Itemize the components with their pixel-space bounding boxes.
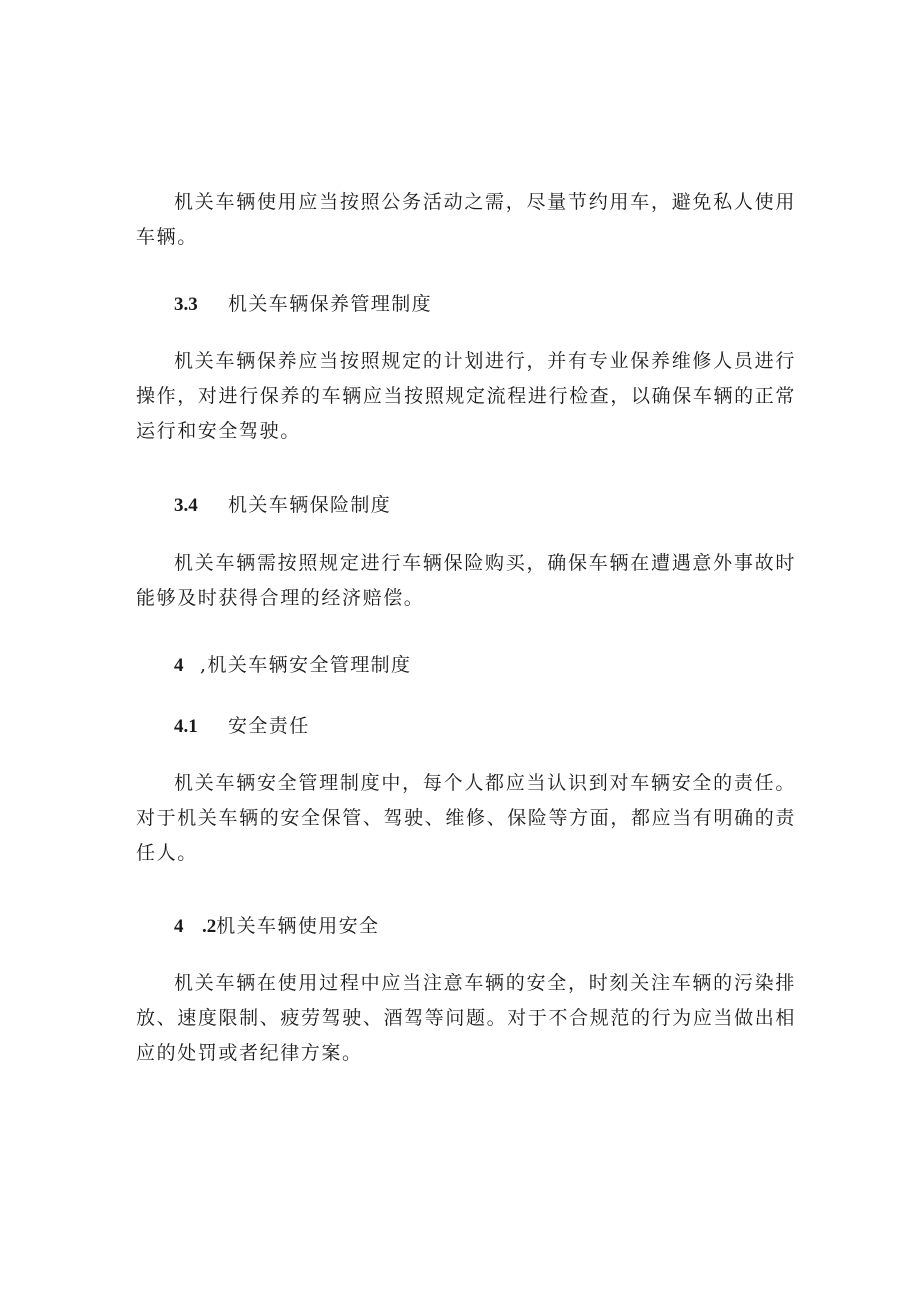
heading-4 [136,650,796,681]
heading-4-2 [136,911,796,942]
section-title: 机关车辆保险制度 [228,494,392,516]
heading-3-3 [136,289,796,320]
paragraph-vehicle-use [136,185,796,255]
section-title: 安全责任 [228,715,310,737]
section-number-suffix: .2 [202,916,217,937]
paragraph-text: 机关车辆需按照规定进行车辆保险购买，确保车辆在遭遇意外事故时能够及时获得合理的经济赔偿。 [136,552,796,609]
paragraph-safety-responsibility [136,766,796,871]
paragraph-insurance [136,546,796,616]
paragraph-text: 机关车辆在使用过程中应当注意车辆的安全，时刻关注车辆的污染排放、速度限制、疲劳驾驶、酒驾等问题。对于不合规范的行为应当做出相应的处罚或者纪律方案。 [136,972,796,1064]
section-title: 机关车辆使用安全 [216,915,380,937]
heading-3-4 [136,490,796,521]
paragraph-usage-safety [136,966,796,1071]
section-number: 4 [174,916,184,937]
section-title: ,机关车辆安全管理制度 [200,654,412,676]
paragraph-text: 机关车辆使用应当按照公务活动之需，尽量节约用车，避免私人使用车辆。 [136,191,796,248]
section-number: 3.4 [174,495,198,516]
section-number: 4.1 [174,716,198,737]
paragraph-maintenance [136,344,796,449]
paragraph-text: 机关车辆安全管理制度中，每个人都应当认识到对车辆安全的责任。对于机关车辆的安全保管、驾驶、维修、保险等方面，都应当有明确的责任人。 [136,772,796,864]
heading-4-1 [136,711,796,742]
section-number: 3.3 [174,294,198,315]
section-title: 机关车辆保养管理制度 [228,293,433,315]
paragraph-text: 机关车辆保养应当按照规定的计划进行，并有专业保养维修人员进行操作，对进行保养的车辆应当按照规定流程进行检查，以确保车辆的正常运行和安全驾驶。 [136,350,796,442]
section-number: 4 [174,655,184,676]
